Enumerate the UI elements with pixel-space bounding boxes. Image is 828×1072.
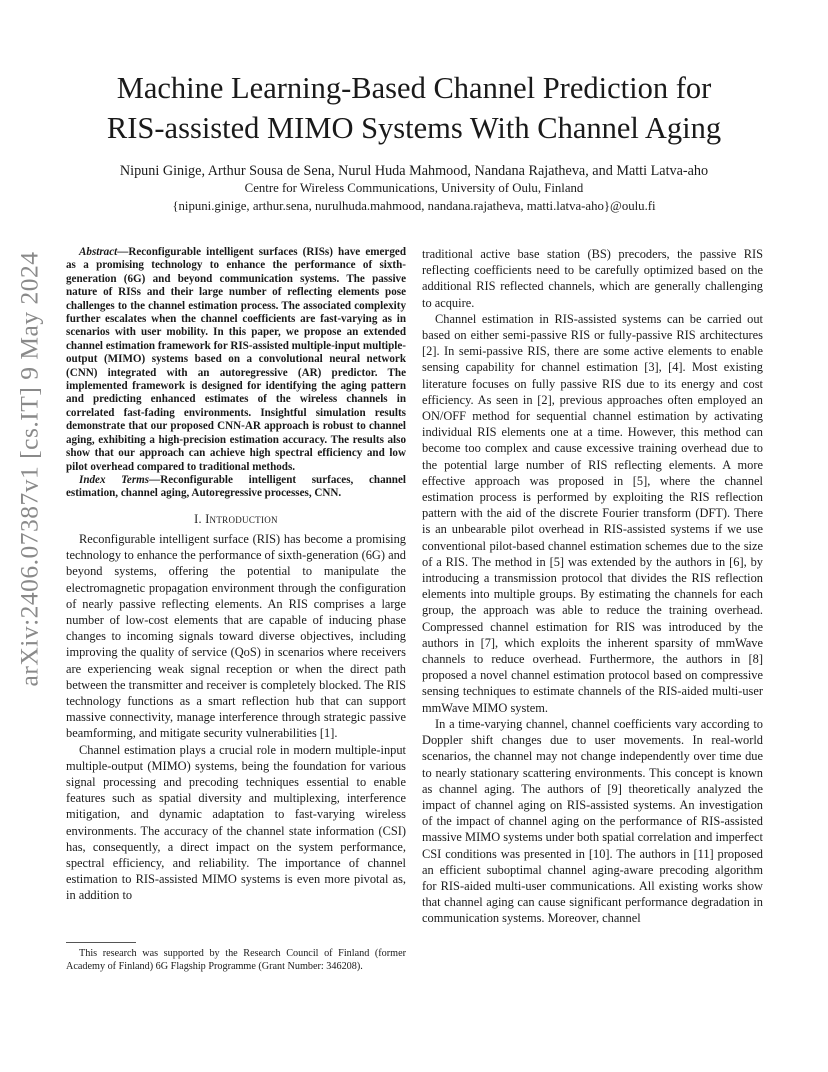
section-number: I. (194, 511, 206, 526)
right-paragraph-2: Channel estimation in RIS-assisted systems can be carried out based on either semi-passive RIS or fully-passive RIS architectures [2]. In semi-passive RIS, there are some active elements to enable sensing capability for channel estimation [3], [4]. Most existing literature focuses on fully passive RIS due to its energy and cost efficiency. As seen in [2], previous approaches often employed an ON/OFF method for sequential channel estimation by activating individual RIS elements one at a time. However, this method can become too complex and cause excessive training overhead due to the potential large number of RIS reflecting elements. A more effective approach was proposed in [5], where the channel estimation process is performed by exploiting the RIS reflection pattern with the aid of the discrete Fourier transform (DFT). There is an unbearable pilot overhead in RIS-assisted systems if we use conventional pilot-based channel estimation schemes due to the size of a RIS. The method in [5] was extended by the authors in [6], by introducing a transmission protocol that divides the RIS reflection elements into multiple groups. By estimating the channels for each group, the approach was able to reduce the training overhead. Compressed channel estimation for RIS was introduced by the authors in [7], which exploits the inherent sparsity of mmWave channels to reduce overhead. Furthermore, the authors in [8] proposed a novel channel estimation protocol based on compressive sensing techniques to estimate channels of the RIS-aided multi-user mmWave MIMO system. (422, 311, 763, 715)
arxiv-identifier (4, 251, 54, 687)
index-terms-label: Index Terms (79, 473, 150, 486)
right-paragraph-3: In a time-varying channel, channel coefficients vary according to Doppler shift changes due to user movements. In real-world scenarios, the channel may not change independently over time due to nearly stationary scattering environments. This concept is known as channel aging. The authors of [9] theoretically analyzed the impact of channel aging on RIS-assisted systems. An investigation of the impact of channel aging on the performance of RIS-assisted massive MIMO systems under both spatial correlation and imperfect CSI conditions was presented in [10]. The authors in [11] proposed an efficient suboptimal channel aging-aware precoding algorithm for RIS-aided multi-user communications. All existing works show that channel aging can cause significant performance degradation in communication systems. Moreover, channel (422, 716, 763, 926)
section-title: Introduction (205, 511, 278, 526)
title-line-2: RIS-assisted MIMO Systems With Channel Aging (106, 111, 722, 145)
affiliation: Centre for Wireless Communications, University of Oulu, Finland (244, 181, 584, 195)
abstract-label: Abstract (79, 246, 118, 258)
author-emails: {nipuni.ginige, arthur.sena, nurulhuda.mahmood, nandana.rajatheva, matti.latva-aho}@oulu.fi (172, 199, 656, 213)
arxiv-id-text: arXiv:2406.07387v1 [cs.IT] 9 May 2024 (14, 251, 43, 687)
abstract-text: —Reconfigurable intelligent surfaces (RISs) have emerged as a promising technology to enhance the performance of sixth-generation (6G) and beyond communication systems. The passive nature of RISs and their large number of reflecting elements pose challenges to the channel estimation process. The associated complexity further escalates when the channel coefficients are fast-varying as in scenarios with user mobility. In this paper, we propose an extended channel estimation framework for RIS-assisted multiple-input multiple-output (MIMO) systems based on a convolutional neural network (CNN) integrated with an autoregressive (AR) predictor. The implemented framework is designed for identifying the aging pattern and predicting enhanced estimates of the wireless channels in correlated fast-fading environments. Insightful simulation results demonstrate that our proposed CNN-AR approach is robust to channel aging, exhibiting a high-precision estimation accuracy. The results also show that our approach can achieve high spectral efficiency and low pilot overhead compared to traditional methods. (66, 246, 407, 473)
index-terms (66, 474, 406, 501)
right-paragraph-1: traditional active base station (BS) precoders, the passive RIS reflecting coefficients need to be carefully optimized based on the additional RIS reflected channels, which are generally challenging to acquire. (422, 247, 763, 310)
index-terms-text: —Reconfigurable intelligent surfaces, channel estimation, channel aging, Autoregressive processes, CNN. (66, 473, 406, 500)
abstract (66, 246, 406, 474)
left-column (66, 246, 406, 904)
footnote-rule (66, 942, 136, 943)
right-column (422, 246, 763, 927)
section-heading-introduction (66, 511, 406, 527)
intro-paragraph-1: Reconfigurable intelligent surface (RIS) has become a promising technology to enhance the performance of sixth-generation (6G) and beyond systems, offering the potential to manipulate the electromagnetic propagation environment through the configuration of nearly passive reflecting elements. An RIS comprises a large number of low-cost elements that are capable of inducing phase changes to incoming signals toward diverse objectives, including improving the quality of service (QoS) in scenarios where receivers are experiencing weak signal reception or when the direct path between the transmitter and receiver is completely blocked. The RIS technology functions as a smart reflection hub that can support massive connectivity, manage interference through strategic passive beamforming, and mitigate security vulnerabilities [1]. (66, 531, 406, 741)
author-list: Nipuni Ginige, Arthur Sousa de Sena, Nurul Huda Mahmood, Nandana Rajatheva, and Matti Latva-aho (119, 163, 709, 179)
title-line-1: Machine Learning-Based Channel Prediction for (116, 71, 712, 105)
intro-paragraph-2: Channel estimation plays a crucial role in modern multiple-input multiple-output (MIMO) systems, being the foundation for various signal processing and precoding techniques essential to enable features such as spatial diversity and multiplexing, interference mitigation, and dynamic adaptation to fast-varying wireless environments. The accuracy of the channel state information (CSI) has, consequently, a direct impact on the system performance, spectral efficiency, and reliability. The importance of channel estimation to RIS-assisted MIMO systems is even more pivotal as, in addition to (66, 742, 406, 903)
paper-title (60, 68, 768, 148)
funding-footnote: This research was supported by the Research Council of Finland (former Academy of Finland) 6G Flagship Programme (Grant Number: 346208). (66, 948, 406, 972)
